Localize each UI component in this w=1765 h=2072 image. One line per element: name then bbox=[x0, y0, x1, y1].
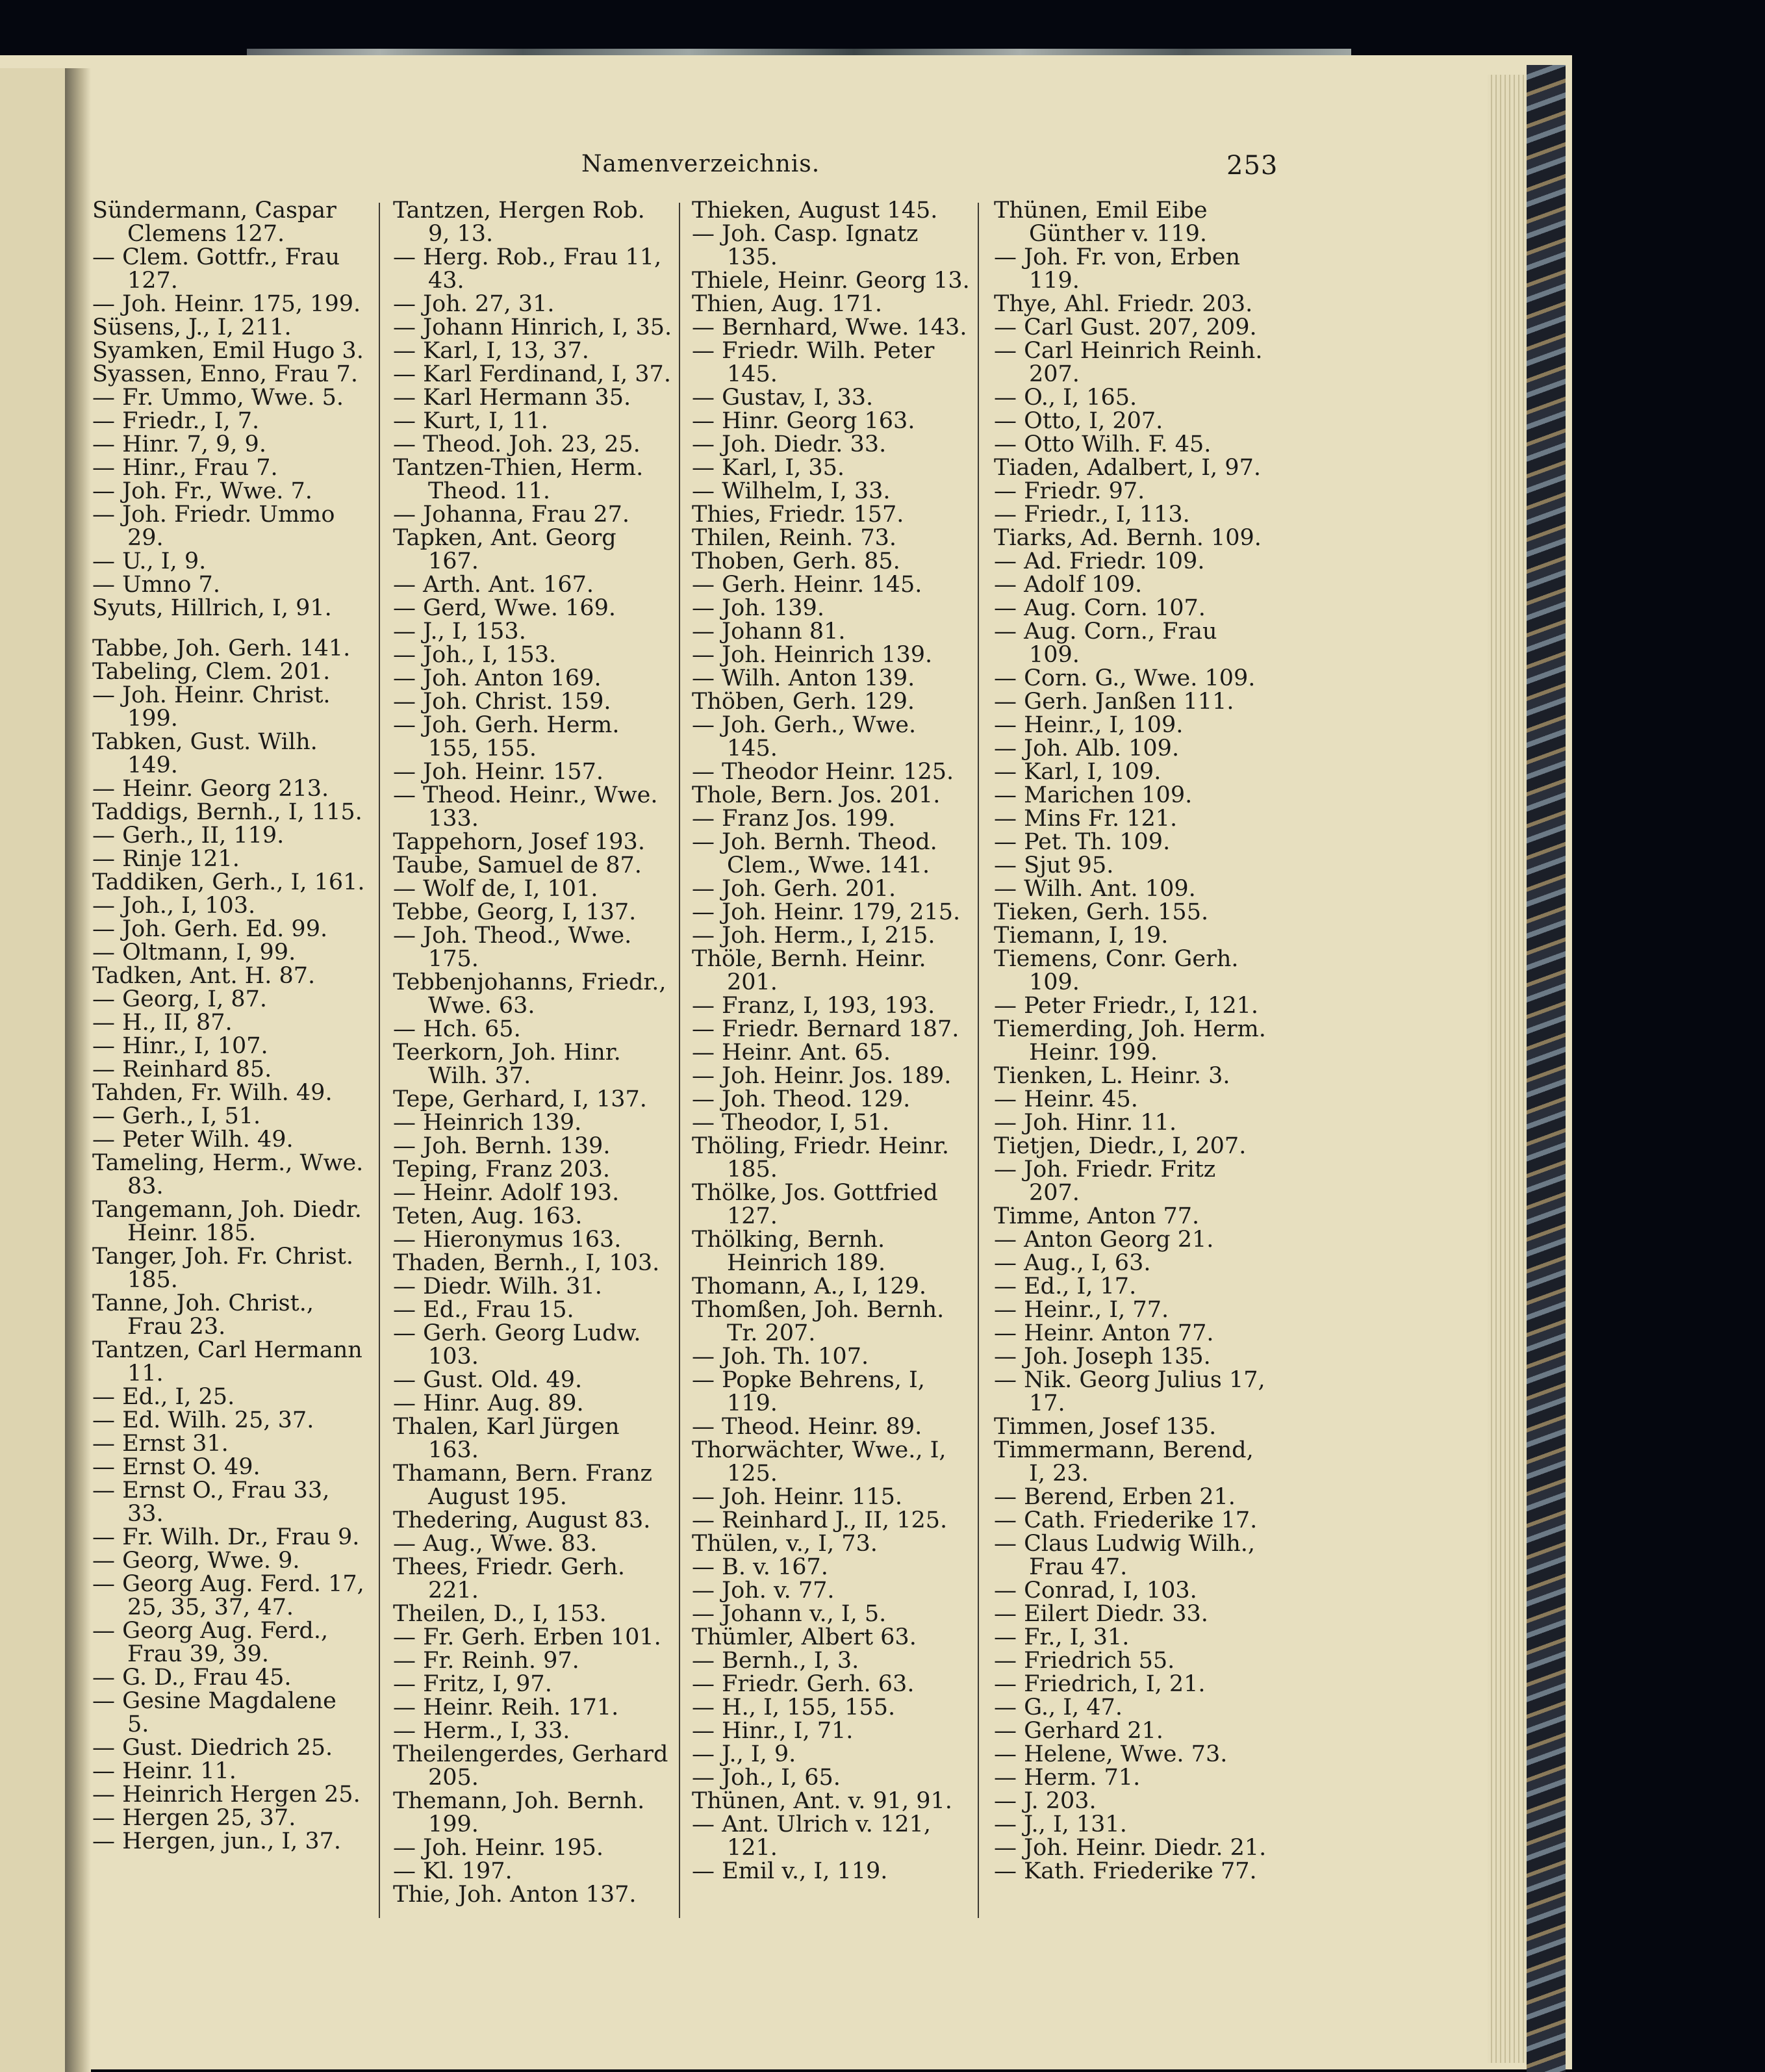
index-entry: — G. D., Frau 45. bbox=[92, 1665, 292, 1691]
index-entry: — Conrad, I, 103. bbox=[994, 1578, 1197, 1604]
index-entry: — Joh. Heinrich 139. bbox=[692, 642, 933, 668]
index-entry: Teerkorn, Joh. Hinr. Wilh. 37. bbox=[393, 1040, 621, 1089]
index-entry: — Otto, I, 207. bbox=[994, 408, 1163, 434]
index-entry: — Gust. Old. 49. bbox=[393, 1367, 583, 1393]
index-entry: — Gerd, Wwe. 169. bbox=[393, 595, 616, 621]
index-entry: — Bernh., I, 3. bbox=[692, 1648, 859, 1674]
index-entry: — Herm., I, 33. bbox=[393, 1718, 570, 1744]
index-entry: — Theodor Heinr. 125. bbox=[692, 759, 954, 785]
index-entry: — Umno 7. bbox=[92, 572, 220, 598]
index-entry: — Rinje 121. bbox=[92, 846, 240, 872]
index-entry: — Joh. Heinr. 115. bbox=[692, 1484, 903, 1510]
index-entry: Tiarks, Ad. Bernh. 109. bbox=[994, 525, 1262, 551]
index-entry: — Fritz, I, 97. bbox=[393, 1671, 552, 1697]
index-entry: — H., I, 155, 155. bbox=[692, 1695, 896, 1720]
index-entry: Theilengerdes, Gerhard 205. bbox=[393, 1741, 668, 1791]
index-entry: — Aug. Corn., Frau 109. bbox=[994, 619, 1217, 668]
index-entry: Syamken, Emil Hugo 3. bbox=[92, 338, 364, 364]
index-entry: — Otto Wilh. F. 45. bbox=[994, 431, 1212, 457]
index-entry: — Wilh. Anton 139. bbox=[692, 665, 915, 691]
index-entry: — Karl, I, 35. bbox=[692, 455, 845, 481]
index-entry: — Heinr., I, 109. bbox=[994, 712, 1184, 738]
index-entry: — Herm. 71. bbox=[994, 1765, 1141, 1791]
index-entry: — Reinhard 85. bbox=[92, 1056, 272, 1082]
index-entry: — Gerhard 21. bbox=[994, 1718, 1163, 1744]
index-entry: Tiemerding, Joh. Herm. Heinr. 199. bbox=[994, 1016, 1266, 1066]
index-entry: — Joh. 139. bbox=[692, 595, 824, 621]
index-entry: — Heinr. Georg 213. bbox=[92, 776, 329, 802]
index-entry: — Hinr., I, 107. bbox=[92, 1033, 268, 1059]
index-entry: — Heinr., I, 77. bbox=[994, 1297, 1169, 1323]
index-entry: Themann, Joh. Bernh. 199. bbox=[393, 1788, 645, 1837]
index-entry: — Heinr. Ant. 65. bbox=[692, 1040, 891, 1066]
column-rule bbox=[679, 203, 680, 1918]
index-entry: — Gerh., II, 119. bbox=[92, 823, 285, 849]
index-entry: — Carl Gust. 207, 209. bbox=[994, 314, 1257, 340]
index-entry: — Clem. Gottfr., Frau 127. bbox=[92, 244, 340, 294]
index-entry: — Gust. Diedrich 25. bbox=[92, 1735, 333, 1761]
index-entry: — Mins Fr. 121. bbox=[994, 806, 1178, 832]
index-entry: Thole, Bern. Jos. 201. bbox=[692, 782, 941, 808]
index-entry: Timmen, Josef 135. bbox=[994, 1414, 1217, 1440]
index-entry: — Fr. Reinh. 97. bbox=[393, 1648, 579, 1674]
index-entry: — Kurt, I, 11. bbox=[393, 408, 548, 434]
index-entry: Thöling, Friedr. Heinr. 185. bbox=[692, 1133, 949, 1183]
index-entry: — Hinr. Aug. 89. bbox=[393, 1390, 584, 1416]
index-entry: — Gerh. Heinr. 145. bbox=[692, 572, 922, 598]
index-entry: — Ernst 31. bbox=[92, 1431, 229, 1457]
index-entry: — Ed., I, 25. bbox=[92, 1384, 235, 1410]
index-entry: Thöben, Gerh. 129. bbox=[692, 689, 915, 715]
index-entry: — Hergen, jun., I, 37. bbox=[92, 1828, 342, 1854]
index-entry: Tabbe, Joh. Gerh. 141. bbox=[92, 635, 351, 661]
index-entry: — Hinr. 7, 9, 9. bbox=[92, 431, 266, 457]
index-entry: Thamann, Bern. Franz August 195. bbox=[393, 1461, 652, 1510]
index-entry: — Hinr., I, 71. bbox=[692, 1718, 854, 1744]
index-entry: — Hergen 25, 37. bbox=[92, 1805, 296, 1831]
index-entry: — Joh. Heinr. Christ. 199. bbox=[92, 682, 331, 732]
index-entry: — Joh. v. 77. bbox=[692, 1578, 835, 1604]
index-entry: — Joh. Hinr. 11. bbox=[994, 1110, 1177, 1136]
index-entry: — Joh. Herm., I, 215. bbox=[692, 923, 935, 949]
index-entry: — Joh. Theod. 129. bbox=[692, 1086, 911, 1112]
index-entry: Tapken, Ant. Georg 167. bbox=[393, 525, 616, 574]
index-entry: — Popke Behrens, I, 119. bbox=[692, 1367, 925, 1416]
index-entry: — Karl, I, 109. bbox=[994, 759, 1162, 785]
index-entry: — Ad. Friedr. 109. bbox=[994, 548, 1205, 574]
index-entry: — Peter Friedr., I, 121. bbox=[994, 993, 1259, 1019]
index-entry: — Joh. Th. 107. bbox=[692, 1344, 869, 1370]
index-entry: — Heinr. Reih. 171. bbox=[393, 1695, 619, 1720]
index-entry: Timme, Anton 77. bbox=[994, 1203, 1200, 1229]
index-entry: — Hch. 65. bbox=[393, 1016, 521, 1042]
index-entry: Tiemens, Conr. Gerh. 109. bbox=[994, 946, 1239, 995]
index-entry: — Joh. Heinr. 175, 199. bbox=[92, 291, 361, 317]
index-entry: Tiaden, Adalbert, I, 97. bbox=[994, 455, 1261, 481]
index-entry: — Ed., I, 17. bbox=[994, 1273, 1137, 1299]
index-entry: — Franz Jos. 199. bbox=[692, 806, 896, 832]
index-entry: — Joh., I, 153. bbox=[393, 642, 557, 668]
index-entry: — Theod. Joh. 23, 25. bbox=[393, 431, 641, 457]
index-entry: Theilen, D., I, 153. bbox=[393, 1601, 607, 1627]
index-entry: — Joh., I, 65. bbox=[692, 1765, 841, 1791]
index-entry: — J., I, 153. bbox=[393, 619, 526, 645]
index-entry: — Diedr. Wilh. 31. bbox=[393, 1273, 602, 1299]
index-entry: — Joh. Casp. Ignatz 135. bbox=[692, 221, 919, 270]
index-entry: — Friedrich, I, 21. bbox=[994, 1671, 1206, 1697]
index-entry: — Kath. Friederike 77. bbox=[994, 1858, 1257, 1884]
index-entry: — Heinrich Hergen 25. bbox=[92, 1782, 361, 1808]
index-entry: Tebbenjohanns, Friedr., Wwe. 63. bbox=[393, 969, 667, 1019]
index-entry: Tantzen-Thien, Herm. Theod. 11. bbox=[393, 455, 644, 504]
index-entry: — Oltmann, I, 99. bbox=[92, 940, 296, 966]
page-edge-stack bbox=[1488, 75, 1528, 2063]
index-entry: — Joh. Friedr. Ummo 29. bbox=[92, 502, 335, 551]
index-entry: — Joh. Bernh. 139. bbox=[393, 1133, 611, 1159]
index-entry: — Joh. Gerh. 201. bbox=[692, 876, 896, 902]
index-entry: Thedering, August 83. bbox=[393, 1507, 651, 1533]
index-entry: Tabken, Gust. Wilh. 149. bbox=[92, 729, 318, 778]
index-entry: — Heinr. 11. bbox=[92, 1758, 236, 1784]
index-entry: — Wolf de, I, 101. bbox=[393, 876, 598, 902]
index-entry: — Joh. Joseph 135. bbox=[994, 1344, 1211, 1370]
index-entry: Tiemann, I, 19. bbox=[994, 923, 1169, 949]
index-entry: Thümler, Albert 63. bbox=[692, 1624, 917, 1650]
index-entry: — Gesine Magdalene 5. bbox=[92, 1688, 336, 1737]
index-entry: — Heinr. 45. bbox=[994, 1086, 1138, 1112]
index-column-2 bbox=[393, 199, 672, 1906]
index-entry: — Karl, I, 13, 37. bbox=[393, 338, 589, 364]
index-entry: Thölke, Jos. Gottfried 127. bbox=[692, 1180, 938, 1229]
running-header-title: Namenverzeichnis. bbox=[581, 151, 820, 177]
index-entry: — Ernst O., Frau 33, 33. bbox=[92, 1477, 330, 1527]
index-entry: — Joh. Bernh. Theod. Clem., Wwe. 141. bbox=[692, 829, 937, 878]
index-entry: — Heinr. Anton 77. bbox=[994, 1320, 1214, 1346]
index-entry: — Gerh. Janßen 111. bbox=[994, 689, 1234, 715]
index-entry: Tangemann, Joh. Diedr. Heinr. 185. bbox=[92, 1197, 362, 1246]
index-entry: — Fr., I, 31. bbox=[994, 1624, 1130, 1650]
index-entry: — Eilert Diedr. 33. bbox=[994, 1601, 1208, 1627]
index-entry: — Friedr., I, 113. bbox=[994, 502, 1190, 528]
index-entry: — Bernhard, Wwe. 143. bbox=[692, 314, 967, 340]
index-entry: — Cath. Friederike 17. bbox=[994, 1507, 1258, 1533]
index-entry: Taddigs, Bernh., I, 115. bbox=[92, 799, 362, 825]
index-entry: — Hieronymus 163. bbox=[393, 1227, 622, 1253]
index-entry: — Fr. Wilh. Dr., Frau 9. bbox=[92, 1524, 360, 1550]
index-entry: Thomßen, Joh. Bernh. Tr. 207. bbox=[692, 1297, 945, 1346]
index-entry: Syassen, Enno, Frau 7. bbox=[92, 361, 358, 387]
index-entry: Timmermann, Berend, I, 23. bbox=[994, 1437, 1254, 1487]
index-entry: — Gerh. Georg Ludw. 103. bbox=[393, 1320, 641, 1370]
index-entry: — Joh. Friedr. Fritz 207. bbox=[994, 1157, 1216, 1206]
page-number: 253 bbox=[1226, 151, 1278, 181]
index-entry: — Gerh., I, 51. bbox=[92, 1103, 261, 1129]
index-entry: Thöle, Bernh. Heinr. 201. bbox=[692, 946, 926, 995]
index-entry: — Corn. G., Wwe. 109. bbox=[994, 665, 1256, 691]
index-entry: Thomann, A., I, 129. bbox=[692, 1273, 927, 1299]
index-entry: — Fr. Ummo, Wwe. 5. bbox=[92, 385, 344, 411]
index-entry: — Adolf 109. bbox=[994, 572, 1143, 598]
index-entry: — G., I, 47. bbox=[994, 1695, 1123, 1720]
index-entry: Thieken, August 145. bbox=[692, 198, 938, 224]
index-entry: — Friedr. Wilh. Peter 145. bbox=[692, 338, 935, 387]
index-entry: — Helene, Wwe. 73. bbox=[994, 1741, 1228, 1767]
index-entry: — H., II, 87. bbox=[92, 1010, 233, 1036]
index-entry: — U., I, 9. bbox=[92, 548, 207, 574]
index-entry: — Ed. Wilh. 25, 37. bbox=[92, 1407, 314, 1433]
index-entry: — Johann v., I, 5. bbox=[692, 1601, 887, 1627]
index-entry: — Joh. Christ. 159. bbox=[393, 689, 611, 715]
index-entry: — Aug., I, 63. bbox=[994, 1250, 1151, 1276]
index-entry: — Joh. Fr. von, Erben 119. bbox=[994, 244, 1241, 294]
index-entry: — B. v. 167. bbox=[692, 1554, 828, 1580]
index-entry: Thye, Ahl. Friedr. 203. bbox=[994, 291, 1253, 317]
index-entry: — Theod. Heinr., Wwe. 133. bbox=[393, 782, 658, 832]
index-entry: — Friedr. 97. bbox=[994, 478, 1145, 504]
index-entry: Tahden, Fr. Wilh. 49. bbox=[92, 1080, 333, 1106]
index-entry: — Pet. Th. 109. bbox=[994, 829, 1171, 855]
index-entry: Taube, Samuel de 87. bbox=[393, 852, 642, 878]
index-entry: — Hinr. Georg 163. bbox=[692, 408, 915, 434]
index-entry: — O., I, 165. bbox=[994, 385, 1137, 411]
index-entry: Tabeling, Clem. 201. bbox=[92, 659, 331, 685]
index-entry: — Friedrich 55. bbox=[994, 1648, 1175, 1674]
index-entry: — Reinhard J., II, 125. bbox=[692, 1507, 948, 1533]
index-entry: — Friedr. Gerh. 63. bbox=[692, 1671, 915, 1697]
index-entry: — Kl. 197. bbox=[393, 1858, 513, 1884]
index-entry: — Ed., Frau 15. bbox=[393, 1297, 574, 1323]
index-entry: — Friedr. Bernard 187. bbox=[692, 1016, 959, 1042]
index-entry: — Herg. Rob., Frau 11, 43. bbox=[393, 244, 662, 294]
index-entry: Thaden, Bernh., I, 103. bbox=[393, 1250, 660, 1276]
column-rule bbox=[379, 203, 380, 1918]
index-entry: — Joh., I, 103. bbox=[92, 893, 256, 919]
index-entry: — Johanna, Frau 27. bbox=[393, 502, 630, 528]
index-entry: Tanne, Joh. Christ., Frau 23. bbox=[92, 1290, 314, 1340]
index-entry: — Joh. Theod., Wwe. 175. bbox=[393, 923, 632, 972]
index-entry: — Johann Hinrich, I, 35. bbox=[393, 314, 672, 340]
index-entry: Tietjen, Diedr., I, 207. bbox=[994, 1133, 1247, 1159]
index-entry: — Nik. Georg Julius 17, 17. bbox=[994, 1367, 1265, 1416]
index-entry: — Carl Heinrich Reinh. 207. bbox=[994, 338, 1263, 387]
index-entry: Thoben, Gerh. 85. bbox=[692, 548, 900, 574]
index-entry: — Claus Ludwig Wilh., Frau 47. bbox=[994, 1531, 1256, 1580]
left-page-edge bbox=[0, 68, 70, 2072]
index-entry: Thien, Aug. 171. bbox=[692, 291, 882, 317]
index-entry: Taddiken, Gerh., I, 161. bbox=[92, 869, 365, 895]
index-entry: — Ernst O. 49. bbox=[92, 1454, 260, 1480]
index-entry: — Joh. Heinr. 179, 215. bbox=[692, 899, 961, 925]
index-entry: Thees, Friedr. Gerh. 221. bbox=[393, 1554, 626, 1604]
index-entry: — Karl Ferdinand, I, 37. bbox=[393, 361, 671, 387]
index-entry: Sündermann, Caspar Clemens 127. bbox=[92, 198, 336, 247]
index-entry: — Aug., Wwe. 83. bbox=[393, 1531, 598, 1557]
index-entry: Tameling, Herm., Wwe. 83. bbox=[92, 1150, 364, 1199]
index-entry: — J. 203. bbox=[994, 1788, 1097, 1814]
index-entry: Tanger, Joh. Fr. Christ. 185. bbox=[92, 1244, 354, 1293]
index-entry: — J., I, 9. bbox=[692, 1741, 796, 1767]
index-entry: — Franz, I, 193, 193. bbox=[692, 993, 935, 1019]
index-column-4 bbox=[994, 199, 1273, 1883]
index-entry: Teping, Franz 203. bbox=[393, 1157, 611, 1183]
index-entry: Thie, Joh. Anton 137. bbox=[393, 1882, 637, 1908]
index-entry: — Heinr. Adolf 193. bbox=[393, 1180, 620, 1206]
index-entry: — Johann 81. bbox=[692, 619, 846, 645]
index-entry: Thülen, v., I, 73. bbox=[692, 1531, 878, 1557]
index-entry: Thalen, Karl Jürgen 163. bbox=[393, 1414, 620, 1463]
index-entry: — Karl Hermann 35. bbox=[393, 385, 631, 411]
index-entry: Tebbe, Georg, I, 137. bbox=[393, 899, 637, 925]
index-entry: — Heinrich 139. bbox=[393, 1110, 582, 1136]
index-entry: — Joh. Heinr. 157. bbox=[393, 759, 604, 785]
index-entry: — Peter Wilh. 49. bbox=[92, 1127, 294, 1153]
index-entry: Tienken, L. Heinr. 3. bbox=[994, 1063, 1230, 1089]
index-entry: — Berend, Erben 21. bbox=[994, 1484, 1236, 1510]
index-entry: Teten, Aug. 163. bbox=[393, 1203, 583, 1229]
index-column-3 bbox=[692, 199, 971, 1883]
index-entry: — Joh. Gerh., Wwe. 145. bbox=[692, 712, 917, 761]
index-entry: — Joh. Heinr. Jos. 189. bbox=[692, 1063, 952, 1089]
index-entry: Tantzen, Carl Hermann 11. bbox=[92, 1337, 362, 1387]
index-entry: Thilen, Reinh. 73. bbox=[692, 525, 897, 551]
index-entry: Syuts, Hillrich, I, 91. bbox=[92, 595, 332, 621]
spine-gutter bbox=[65, 68, 91, 2072]
index-entry: — Gustav, I, 33. bbox=[692, 385, 874, 411]
index-entry: — Joh. Heinr. Diedr. 21. bbox=[994, 1835, 1267, 1861]
index-entry: — Joh. Gerh. Herm. 155, 155. bbox=[393, 712, 620, 761]
index-entry: — Aug. Corn. 107. bbox=[994, 595, 1206, 621]
index-entry: — Theod. Heinr. 89. bbox=[692, 1414, 922, 1440]
index-entry: — Marichen 109. bbox=[994, 782, 1193, 808]
index-entry: Thünen, Emil Eibe Günther v. 119. bbox=[994, 198, 1208, 247]
index-entry: Tappehorn, Josef 193. bbox=[393, 829, 645, 855]
index-entry: — Wilh. Ant. 109. bbox=[994, 876, 1196, 902]
index-entry: — Joh. Gerh. Ed. 99. bbox=[92, 916, 328, 942]
index-entry: Thiele, Heinr. Georg 13. bbox=[692, 268, 970, 294]
index-entry: — Georg, Wwe. 9. bbox=[92, 1548, 300, 1574]
index-entry: — Joh. Alb. 109. bbox=[994, 735, 1180, 761]
index-entry: — Joh. Diedr. 33. bbox=[692, 431, 887, 457]
index-entry: Tieken, Gerh. 155. bbox=[994, 899, 1209, 925]
index-entry: — Wilhelm, I, 33. bbox=[692, 478, 891, 504]
index-entry: — Joh. 27, 31. bbox=[393, 291, 555, 317]
index-column-1 bbox=[92, 199, 365, 1853]
marbled-cover bbox=[1527, 65, 1566, 2072]
index-entry: — Georg, I, 87. bbox=[92, 986, 267, 1012]
index-entry: — Friedr., I, 7. bbox=[92, 408, 260, 434]
index-entry: — Joh. Fr., Wwe. 7. bbox=[92, 478, 312, 504]
index-entry: — Sjut 95. bbox=[994, 852, 1114, 878]
index-entry: Tantzen, Hergen Rob. 9, 13. bbox=[393, 198, 645, 247]
index-entry: — Anton Georg 21. bbox=[994, 1227, 1214, 1253]
index-entry: — Georg Aug. Ferd. 17, 25, 35, 37, 47. bbox=[92, 1571, 364, 1620]
index-entry: — Joh. Anton 169. bbox=[393, 665, 602, 691]
index-entry: Süsens, J., I, 211. bbox=[92, 314, 292, 340]
index-entry: — Theodor, I, 51. bbox=[692, 1110, 890, 1136]
index-entry: Thölking, Bernh. Heinrich 189. bbox=[692, 1227, 886, 1276]
index-entry: Thünen, Ant. v. 91, 91. bbox=[692, 1788, 952, 1814]
index-entry: — Emil v., I, 119. bbox=[692, 1858, 888, 1884]
index-entry: Thies, Friedr. 157. bbox=[692, 502, 904, 528]
index-entry: Thorwächter, Wwe., I, 125. bbox=[692, 1437, 946, 1487]
index-entry: — Georg Aug. Ferd., Frau 39, 39. bbox=[92, 1618, 329, 1667]
index-entry: — Arth. Ant. 167. bbox=[393, 572, 594, 598]
index-entry: Tepe, Gerhard, I, 137. bbox=[393, 1086, 647, 1112]
index-entry: — Joh. Heinr. 195. bbox=[393, 1835, 604, 1861]
index-entry: Tadken, Ant. H. 87. bbox=[92, 963, 316, 989]
index-entry: — Fr. Gerh. Erben 101. bbox=[393, 1624, 661, 1650]
index-entry: — Ant. Ulrich v. 121, 121. bbox=[692, 1811, 931, 1861]
index-entry: — J., I, 131. bbox=[994, 1811, 1127, 1837]
index-entry: — Hinr., Frau 7. bbox=[92, 455, 278, 481]
column-rule bbox=[978, 203, 979, 1918]
